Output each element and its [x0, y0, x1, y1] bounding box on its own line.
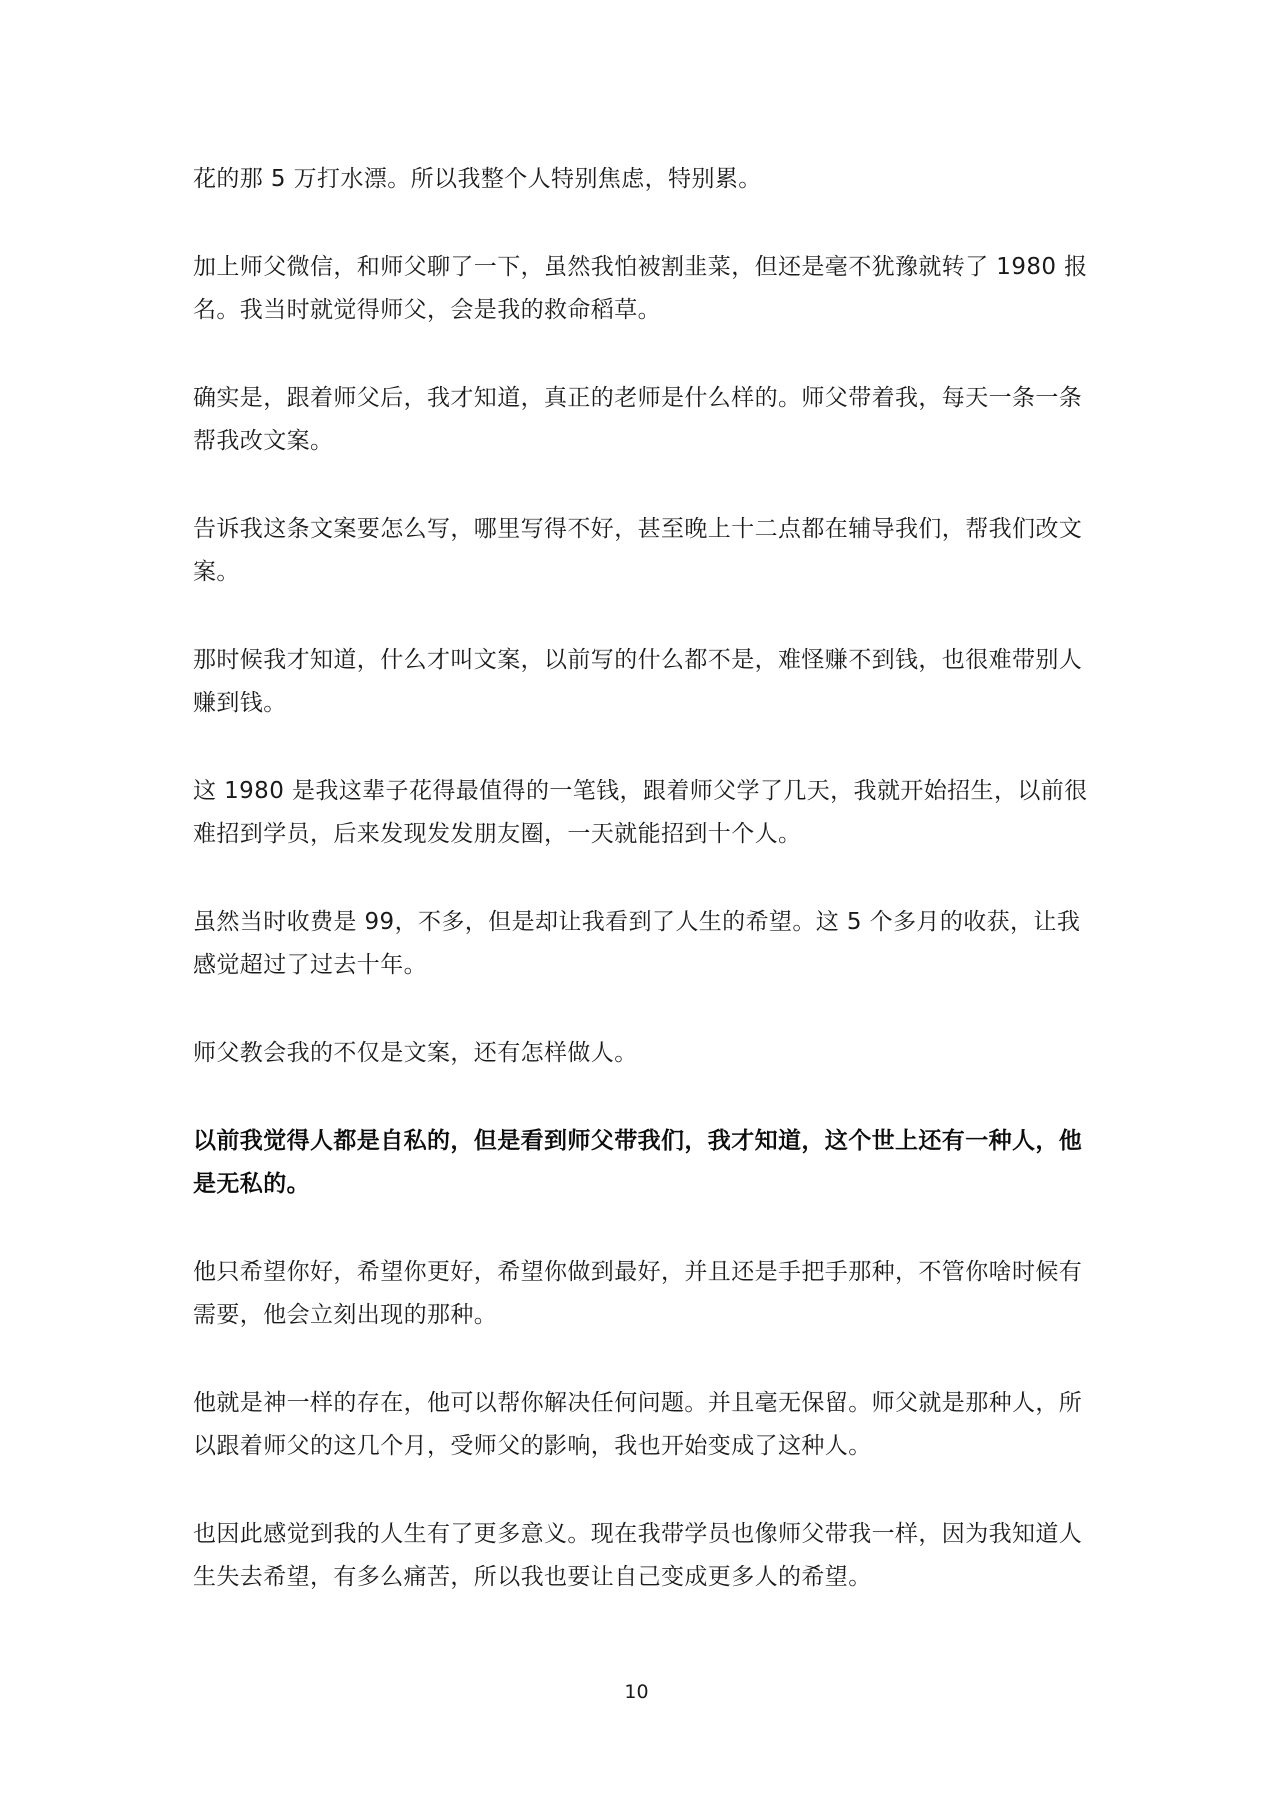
document-body: [193, 158, 1093, 1644]
paragraph: 这 1980 是我这辈子花得最值得的一笔钱，跟着师父学了几天，我就开始招生，以前很难招到学员，后来发现发发朋友圈，一天就能招到十个人。: [193, 778, 1088, 847]
bold-paragraph: 以前我觉得人都是自私的，但是看到师父带我们，我才知道，这个世上还有一种人，他是无私的。: [193, 1128, 1083, 1197]
paragraph: 确实是，跟着师父后，我才知道，真正的老师是什么样的。师父带着我，每天一条一条帮我改文案。: [193, 385, 1083, 454]
paragraph: 加上师父微信，和师父聊了一下，虽然我怕被割韭菜，但还是毫不犹豫就转了 1980 报名。我当时就觉得师父，会是我的救命稻草。: [193, 254, 1088, 323]
paragraph: 告诉我这条文案要怎么写，哪里写得不好，甚至晚上十二点都在辅导我们，帮我们改文案。: [193, 516, 1083, 585]
paragraph: 他只希望你好，希望你更好，希望你做到最好，并且还是手把手那种，不管你啥时候有需要，他会立刻出现的那种。: [193, 1259, 1083, 1328]
paragraph: 虽然当时收费是 99，不多，但是却让我看到了人生的希望。这 5 个多月的收获，让我感觉超过了过去十年。: [193, 909, 1081, 978]
paragraph: 师父教会我的不仅是文案，还有怎样做人。: [193, 1040, 638, 1066]
paragraph: 也因此感觉到我的人生有了更多意义。现在我带学员也像师父带我一样，因为我知道人生失去希望，有多么痛苦，所以我也要让自己变成更多人的希望。: [193, 1521, 1083, 1590]
paragraph: 他就是神一样的存在，他可以帮你解决任何问题。并且毫无保留。师父就是那种人，所以跟着师父的这几个月，受师父的影响，我也开始变成了这种人。: [193, 1390, 1083, 1459]
page-number: 10: [624, 1681, 649, 1703]
paragraph: 花的那 5 万打水漂。所以我整个人特别焦虑，特别累。: [193, 166, 762, 192]
paragraph: 那时候我才知道，什么才叫文案，以前写的什么都不是，难怪赚不到钱，也很难带别人赚到钱。: [193, 647, 1083, 716]
